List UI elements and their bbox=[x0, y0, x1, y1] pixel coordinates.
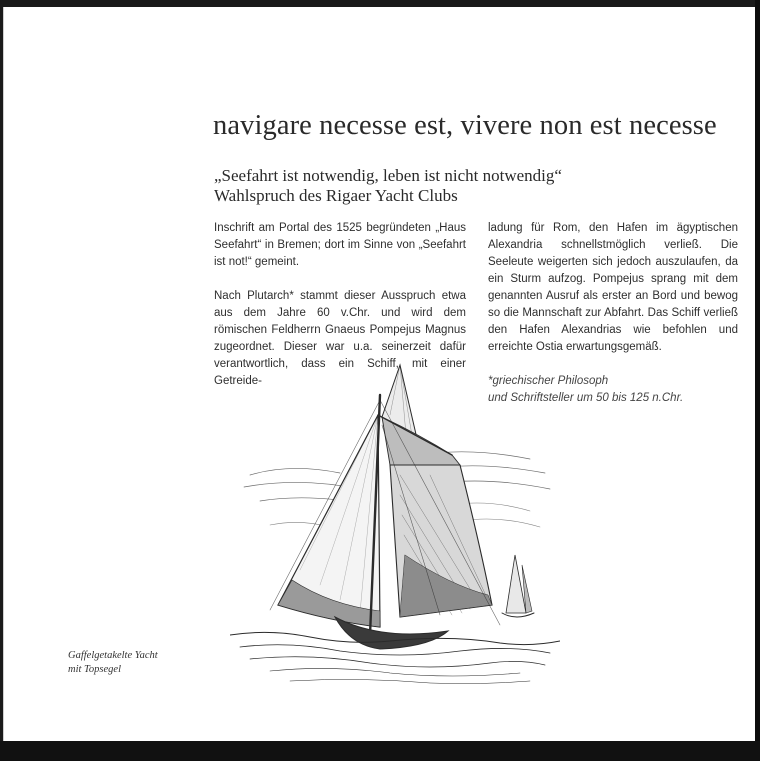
subtitle bbox=[214, 166, 562, 206]
paragraph-inscription: Inschrift am Portal des 1525 begründeten „Haus Seefahrt“ in Bremen; dort im Sinne von „Seefahrt ist not!“ gemeint. bbox=[214, 222, 466, 268]
figure-caption bbox=[68, 649, 158, 677]
page-edge-shadow bbox=[755, 0, 760, 761]
paragraph-pompejus: ladung für Rom, den Hafen im ägyptischen Alexandria schnellstmöglich verließ. Die Seeleute weigerten sich jedoch auszulaufen, da ein Sturm aufzog. Pompejus sprang mit dem genannten Ausruf als erster an Bord und bewog so die Mannschaft zur Abfahrt. Das Schiff verließ den Hafen Alexandrias wie befohlen und erreichte Ostia erwartungsgemäß. bbox=[488, 222, 738, 353]
subtitle-attribution: Wahlspruch des Rigaer Yacht Clubs bbox=[214, 186, 458, 205]
paragraph-plutarch: Nach Plutarch* stammt dieser Ausspruch etwa aus dem Jahre 60 v.Chr. und wird dem römischen Feldherrn Gnaeus Pompejus Magnus zugeordnet. Dieser war u.a. seinerzeit dafür verantwortlich, dass ein Schiff, mit einer Getreide- bbox=[214, 290, 466, 387]
sailing-yacht-icon bbox=[230, 355, 560, 685]
subtitle-quote: „Seefahrt ist notwendig, leben ist nicht notwendig“ bbox=[214, 166, 562, 185]
caption-line-2: mit Topsegel bbox=[68, 664, 121, 675]
footnote-line-2: und Schriftsteller um 50 bis 125 n.Chr. bbox=[488, 392, 684, 404]
page-title: navigare necesse est, vivere non est necesse bbox=[213, 110, 717, 141]
scan-border bbox=[0, 741, 760, 761]
caption-line-1: Gaffelgetakelte Yacht bbox=[68, 650, 158, 661]
footnote-line-1: *griechischer Philosoph bbox=[488, 375, 609, 387]
